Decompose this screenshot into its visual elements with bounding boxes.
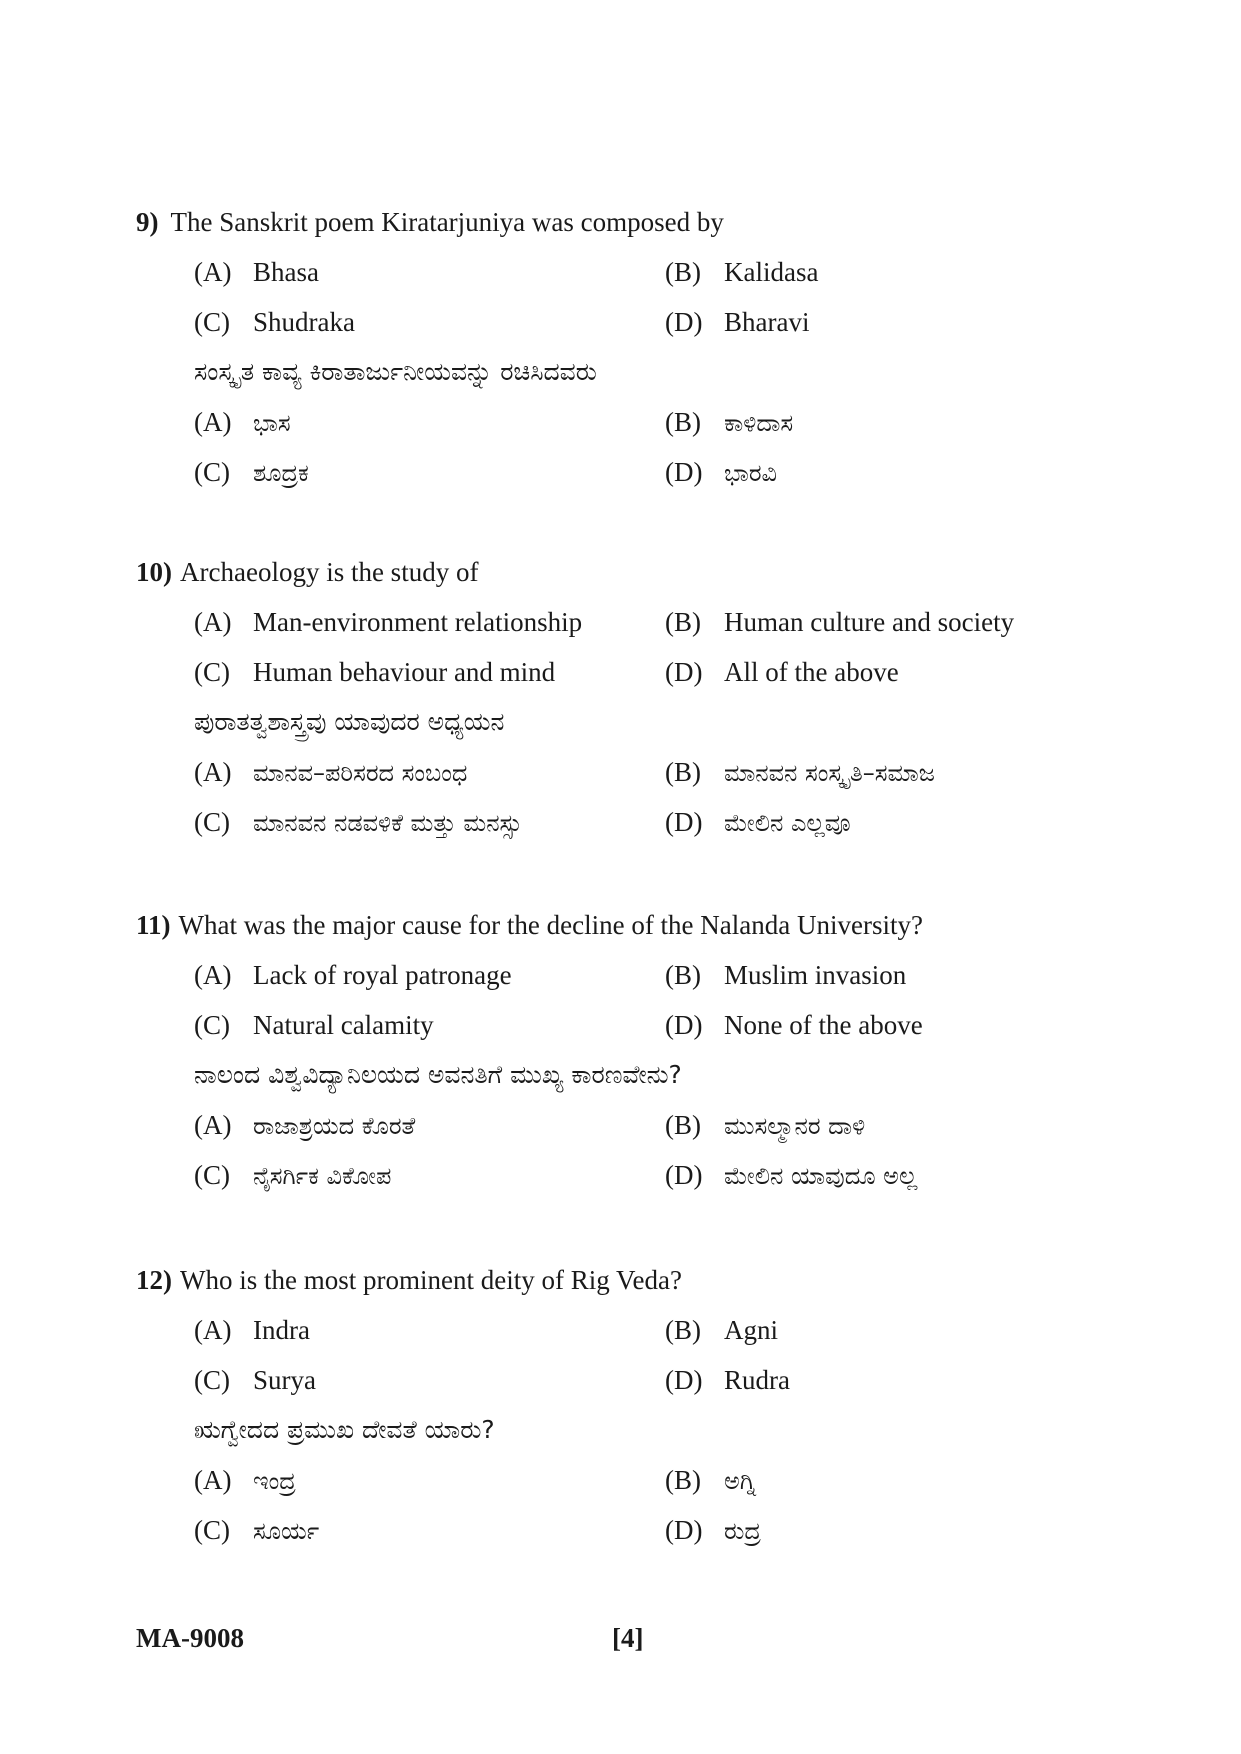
question-text-kn: ನಾಲಂದ ವಿಶ್ವವಿದ್ಯಾನಿಲಯದ ಅವನತಿಗೆ ಮುಖ್ಯ ಕಾರಣವೇನು? [194,1060,682,1089]
option-letter: (D) [665,1515,703,1545]
option-text: ಅಗ್ನಿ [724,1467,757,1495]
question-text-kn: ಪುರಾತತ್ವಶಾಸ್ತ್ರವು ಯಾವುದರ ಅಧ್ಯಯನ [194,707,505,736]
option-letter: (C) [194,1160,230,1190]
option-text: ರುದ್ರ [724,1517,761,1545]
option-text: Natural calamity [253,1010,434,1040]
question-number: 12) [136,1265,172,1295]
question-number: 9) [136,207,159,237]
option-c-kn [194,447,309,497]
option-letter: (B) [665,1110,701,1140]
option-text: ಮುಸಲ್ಮಾನರ ದಾಳಿ [724,1112,866,1140]
option-b-kn [665,397,793,447]
question-text-en: Archaeology is the study of [180,557,479,587]
option-text: ಭಾರವಿ [724,459,778,487]
option-letter: (C) [194,807,230,837]
option-letter: (D) [665,1010,703,1040]
option-c-en [194,647,555,697]
option-b-en [665,950,906,1000]
option-d-en [665,1000,923,1050]
option-text: Muslim invasion [724,960,907,990]
option-text: Human culture and society [724,607,1015,637]
option-text: Shudraka [253,307,355,337]
option-text: Bhasa [253,257,319,287]
option-c-en [194,1355,316,1405]
option-letter: (B) [665,1315,701,1345]
option-letter: (D) [665,1160,703,1190]
option-letter: (C) [194,1515,230,1545]
option-a-en [194,1305,310,1355]
option-text: Agni [724,1315,778,1345]
question-stem-en [136,197,724,247]
page-number: [4] [612,1623,644,1653]
option-text: ಮಾನವ–ಪರಿಸರದ ಸಂಬಂಧ [253,759,468,787]
option-d-en [665,1355,790,1405]
option-text: ಶೂದ್ರಕ [253,459,309,487]
option-text: ಭಾಸ [253,409,291,437]
option-a-kn [194,1100,415,1150]
option-letter: (D) [665,807,703,837]
option-b-en [665,1305,778,1355]
question-text-en: What was the major cause for the decline of the Nalanda University? [178,910,923,940]
option-c-kn [194,1505,319,1555]
option-a-kn [194,397,291,447]
option-text: ರಾಜಾಶ್ರಯದ ಕೊರತೆ [253,1112,416,1140]
option-text: ಕಾಳಿದಾಸ [724,409,794,437]
option-d-kn [665,1150,917,1200]
option-letter: (A) [194,960,232,990]
option-letter: (A) [194,757,232,787]
option-letter: (A) [194,1465,232,1495]
option-letter: (B) [665,960,701,990]
question-stem-en [136,900,923,950]
option-letter: (D) [665,657,703,687]
option-letter: (B) [665,1465,701,1495]
option-d-en [665,647,899,697]
option-a-en [194,597,582,647]
option-d-kn [665,447,777,497]
option-letter: (A) [194,607,232,637]
option-letter: (A) [194,1110,232,1140]
option-letter: (A) [194,1315,232,1345]
question-text-kn: ಸಂಸ್ಕೃತ ಕಾವ್ಯ ಕಿರಾತಾರ್ಜುನೀಯವನ್ನು ರಚಿಸಿದವರು [194,357,597,386]
option-b-kn [665,1100,865,1150]
option-text: Human behaviour and mind [253,657,556,687]
paper-code: MA-9008 [136,1623,244,1653]
option-text: ಸೂರ್ಯ [253,1517,320,1545]
question-text-en: Who is the most prominent deity of Rig Veda? [180,1265,682,1295]
question-text-en: The Sanskrit poem Kiratarjuniya was composed by [170,207,724,237]
option-text: None of the above [724,1010,923,1040]
option-letter: (D) [665,307,703,337]
option-letter: (D) [665,1365,703,1395]
option-text: All of the above [724,657,899,687]
option-text: ಮಾನವನ ಸಂಸ್ಕೃತಿ–ಸಮಾಜ [724,759,935,787]
option-text: Surya [253,1365,316,1395]
option-text: ಮೇಲಿನ ಯಾವುದೂ ಅಲ್ಲ [724,1162,918,1190]
option-c-kn [194,1150,391,1200]
option-b-kn [665,747,935,797]
option-letter: (C) [194,307,230,337]
option-a-en [194,950,512,1000]
option-d-kn [665,797,851,847]
question-text-kn: ಋಗ್ವೇದದ ಪ್ರಮುಖ ದೇವತೆ ಯಾರು? [194,1415,495,1444]
option-a-en [194,247,319,297]
option-letter: (C) [194,1010,230,1040]
option-a-kn [194,747,467,797]
option-text: ಮಾನವನ ನಡವಳಿಕೆ ಮತ್ತು ಮನಸ್ಸು [253,809,523,837]
option-letter: (D) [665,457,703,487]
option-text: Rudra [724,1365,790,1395]
option-b-en [665,247,818,297]
option-letter: (B) [665,257,701,287]
option-a-kn [194,1455,296,1505]
option-letter: (B) [665,757,701,787]
option-text: Man-environment relationship [253,607,583,637]
option-text: ನೈಸರ್ಗಿಕ ವಿಕೋಪ [253,1162,392,1190]
option-letter: (C) [194,657,230,687]
option-d-kn [665,1505,761,1555]
option-letter: (A) [194,257,232,287]
option-letter: (A) [194,407,232,437]
question-number: 11) [136,910,171,940]
option-b-en [665,597,1014,647]
option-c-en [194,297,355,347]
option-letter: (C) [194,457,230,487]
option-text: Lack of royal patronage [253,960,512,990]
option-text: ಇಂದ್ರ [253,1467,296,1495]
option-text: Indra [253,1315,310,1345]
option-text: Kalidasa [724,257,819,287]
question-stem-en [136,547,478,597]
option-c-kn [194,797,522,847]
option-letter: (B) [665,607,701,637]
option-letter: (B) [665,407,701,437]
option-b-kn [665,1455,756,1505]
question-stem-en [136,1255,682,1305]
option-d-en [665,297,809,347]
option-letter: (C) [194,1365,230,1395]
option-c-en [194,1000,434,1050]
option-text: Bharavi [724,307,810,337]
option-text: ಮೇಲಿನ ಎಲ್ಲವೂ [724,809,851,837]
question-number: 10) [136,557,172,587]
